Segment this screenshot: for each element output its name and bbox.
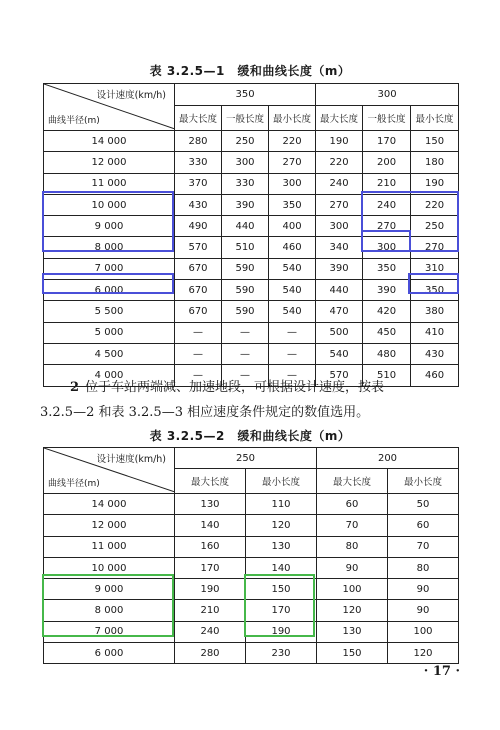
- value-cell: 670: [175, 258, 222, 279]
- table-row: [44, 515, 459, 536]
- value-cell: 380: [411, 301, 459, 322]
- radius-cell: 12 000: [44, 152, 175, 173]
- table1-corner-cell: [44, 84, 175, 131]
- value-cell: 440: [316, 280, 363, 301]
- value-cell: 390: [222, 194, 269, 215]
- radius-cell: 14 000: [44, 494, 175, 515]
- value-cell: 240: [363, 194, 411, 215]
- column-header: 最大长度: [316, 106, 363, 131]
- value-cell: 90: [388, 579, 459, 600]
- value-cell: 310: [411, 258, 459, 279]
- value-cell: —: [269, 365, 316, 386]
- radius-cell: 6 000: [44, 280, 175, 301]
- value-cell: 200: [363, 152, 411, 173]
- value-cell: 480: [363, 343, 411, 364]
- value-cell: 420: [363, 301, 411, 322]
- radius-cell: 4 500: [44, 343, 175, 364]
- value-cell: 210: [363, 173, 411, 194]
- value-cell: 270: [411, 237, 459, 258]
- value-cell: 120: [317, 600, 388, 621]
- value-cell: 350: [269, 194, 316, 215]
- speed-group-header: 350: [175, 84, 316, 106]
- value-cell: 590: [222, 301, 269, 322]
- speed-group-header: 200: [317, 448, 459, 469]
- value-cell: 280: [175, 131, 222, 152]
- value-cell: —: [222, 343, 269, 364]
- value-cell: 440: [222, 216, 269, 237]
- radius-cell: 11 000: [44, 173, 175, 194]
- value-cell: 590: [222, 258, 269, 279]
- value-cell: —: [269, 322, 316, 343]
- value-cell: 70: [388, 536, 459, 557]
- table-row: [44, 600, 459, 621]
- table1: [43, 83, 459, 387]
- radius-cell: 7 000: [44, 621, 175, 642]
- speed-group-header: 300: [316, 84, 459, 106]
- value-cell: 220: [411, 194, 459, 215]
- value-cell: 120: [388, 643, 459, 664]
- value-cell: 190: [246, 621, 317, 642]
- table-row: [44, 131, 459, 152]
- value-cell: 300: [316, 216, 363, 237]
- radius-cell: 7 000: [44, 258, 175, 279]
- value-cell: 540: [269, 301, 316, 322]
- table-row: [44, 258, 459, 279]
- value-cell: 470: [316, 301, 363, 322]
- value-cell: 90: [388, 600, 459, 621]
- value-cell: 670: [175, 301, 222, 322]
- value-cell: 460: [269, 237, 316, 258]
- column-header: 最小长度: [411, 106, 459, 131]
- table-row: [44, 343, 459, 364]
- table-row: [44, 194, 459, 215]
- table-row: [44, 237, 459, 258]
- value-cell: —: [269, 343, 316, 364]
- value-cell: 130: [246, 536, 317, 557]
- value-cell: 590: [222, 280, 269, 301]
- value-cell: 240: [316, 173, 363, 194]
- value-cell: 220: [316, 152, 363, 173]
- table-row: [44, 280, 459, 301]
- value-cell: 270: [269, 152, 316, 173]
- value-cell: 350: [363, 258, 411, 279]
- value-cell: 60: [317, 494, 388, 515]
- value-cell: 110: [246, 494, 317, 515]
- value-cell: 270: [363, 216, 411, 237]
- table2-corner-cell: [44, 448, 175, 494]
- table-row: [44, 536, 459, 557]
- value-cell: 130: [317, 621, 388, 642]
- value-cell: 170: [246, 600, 317, 621]
- radius-cell: 5 000: [44, 322, 175, 343]
- value-cell: 570: [316, 365, 363, 386]
- value-cell: 50: [388, 494, 459, 515]
- table-row: [44, 152, 459, 173]
- value-cell: 500: [316, 322, 363, 343]
- speed-header-label: 设计速度(km/h): [96, 454, 166, 465]
- value-cell: 170: [363, 131, 411, 152]
- value-cell: 100: [317, 579, 388, 600]
- value-cell: 140: [175, 515, 246, 536]
- table-row: [44, 301, 459, 322]
- value-cell: 240: [175, 621, 246, 642]
- value-cell: 670: [175, 280, 222, 301]
- column-header: 最小长度: [388, 469, 459, 494]
- value-cell: 270: [316, 194, 363, 215]
- value-cell: —: [175, 343, 222, 364]
- table1-body: [44, 131, 459, 387]
- value-cell: 390: [363, 280, 411, 301]
- value-cell: 450: [363, 322, 411, 343]
- paragraph-line-2: 3.2.5—2 和表 3.2.5—3 相应速度条件规定的数值选用。: [40, 405, 370, 420]
- radius-cell: 4 000: [44, 365, 175, 386]
- value-cell: 300: [363, 237, 411, 258]
- paragraph-line-1: [40, 375, 470, 400]
- value-cell: 340: [316, 237, 363, 258]
- value-cell: 370: [175, 173, 222, 194]
- value-cell: —: [175, 365, 222, 386]
- value-cell: 460: [411, 365, 459, 386]
- radius-cell: 14 000: [44, 131, 175, 152]
- value-cell: —: [222, 365, 269, 386]
- value-cell: —: [222, 322, 269, 343]
- column-header: 最大长度: [175, 106, 222, 131]
- table1-caption: 表 3.2.5—1 缓和曲线长度（m）: [149, 64, 351, 78]
- speed-group-header: 250: [175, 448, 317, 469]
- table-row: [44, 579, 459, 600]
- radius-cell: 11 000: [44, 536, 175, 557]
- value-cell: 430: [175, 194, 222, 215]
- value-cell: 190: [316, 131, 363, 152]
- table-row: [44, 216, 459, 237]
- value-cell: 150: [411, 131, 459, 152]
- column-header: 一般长度: [363, 106, 411, 131]
- value-cell: 570: [175, 237, 222, 258]
- table-row: [44, 322, 459, 343]
- radius-cell: 8 000: [44, 600, 175, 621]
- column-header: 一般长度: [222, 106, 269, 131]
- radius-cell: 6 000: [44, 643, 175, 664]
- value-cell: 80: [388, 557, 459, 578]
- value-cell: 230: [246, 643, 317, 664]
- column-header: 最大长度: [317, 469, 388, 494]
- radius-cell: 10 000: [44, 194, 175, 215]
- radius-cell: 9 000: [44, 579, 175, 600]
- value-cell: 330: [175, 152, 222, 173]
- value-cell: 280: [175, 643, 246, 664]
- column-header: 最小长度: [269, 106, 316, 131]
- value-cell: 430: [411, 343, 459, 364]
- value-cell: 210: [175, 600, 246, 621]
- table2: [43, 447, 459, 664]
- value-cell: 400: [269, 216, 316, 237]
- table2-body: [44, 494, 459, 664]
- table2-caption: 表 3.2.5—2 缓和曲线长度（m）: [149, 429, 351, 443]
- value-cell: 220: [269, 131, 316, 152]
- value-cell: 150: [246, 579, 317, 600]
- value-cell: 150: [317, 643, 388, 664]
- radius-header-label: 曲线半径(m): [48, 479, 100, 489]
- paragraph-text-1: 位于车站两端减、加速地段，可根据设计速度，按表: [85, 380, 385, 395]
- radius-cell: 12 000: [44, 515, 175, 536]
- value-cell: 180: [411, 152, 459, 173]
- page-number: · 17 ·: [423, 664, 460, 679]
- value-cell: 70: [317, 515, 388, 536]
- value-cell: 140: [246, 557, 317, 578]
- value-cell: 390: [316, 258, 363, 279]
- radius-cell: 9 000: [44, 216, 175, 237]
- value-cell: 160: [175, 536, 246, 557]
- table-row: [44, 494, 459, 515]
- column-header: 最小长度: [246, 469, 317, 494]
- value-cell: 330: [222, 173, 269, 194]
- value-cell: 510: [363, 365, 411, 386]
- speed-header-label: 设计速度(km/h): [96, 90, 166, 101]
- radius-cell: 8 000: [44, 237, 175, 258]
- value-cell: 120: [246, 515, 317, 536]
- column-header: 最大长度: [175, 469, 246, 494]
- radius-header-label: 曲线半径(m): [48, 116, 100, 126]
- table-row: [44, 557, 459, 578]
- value-cell: 300: [222, 152, 269, 173]
- value-cell: 510: [222, 237, 269, 258]
- value-cell: 540: [269, 258, 316, 279]
- radius-cell: 5 500: [44, 301, 175, 322]
- value-cell: 90: [317, 557, 388, 578]
- table-row: [44, 173, 459, 194]
- table-row: [44, 643, 459, 664]
- value-cell: 190: [175, 579, 246, 600]
- table-row: [44, 621, 459, 642]
- paragraph-number: 2: [70, 380, 80, 395]
- value-cell: 350: [411, 280, 459, 301]
- value-cell: 170: [175, 557, 246, 578]
- value-cell: 300: [269, 173, 316, 194]
- value-cell: 250: [222, 131, 269, 152]
- value-cell: 490: [175, 216, 222, 237]
- value-cell: 410: [411, 322, 459, 343]
- value-cell: 60: [388, 515, 459, 536]
- value-cell: 250: [411, 216, 459, 237]
- radius-cell: 10 000: [44, 557, 175, 578]
- value-cell: 100: [388, 621, 459, 642]
- value-cell: 190: [411, 173, 459, 194]
- value-cell: 540: [316, 343, 363, 364]
- value-cell: 540: [269, 280, 316, 301]
- value-cell: —: [175, 322, 222, 343]
- value-cell: 130: [175, 494, 246, 515]
- value-cell: 80: [317, 536, 388, 557]
